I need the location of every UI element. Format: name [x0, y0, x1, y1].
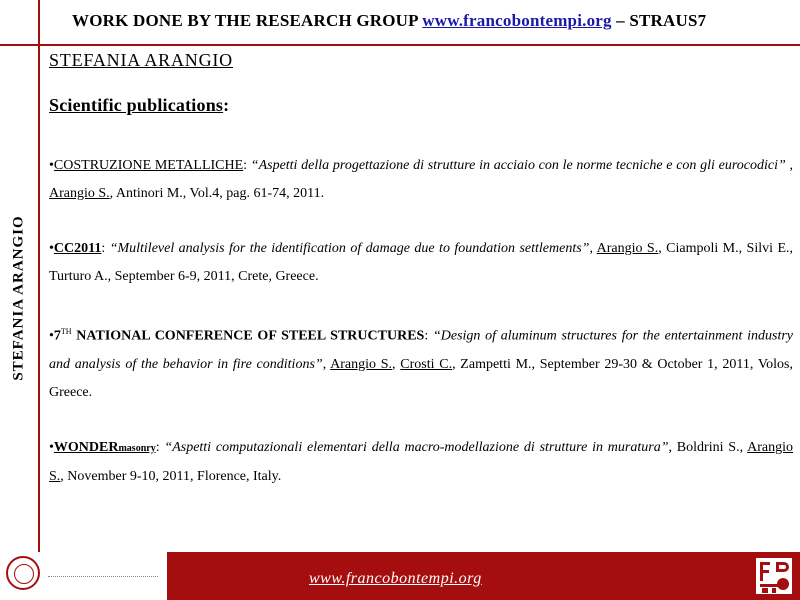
author-link[interactable]: Arangio S. — [49, 439, 794, 484]
separator: : — [243, 158, 251, 173]
separator: : — [155, 439, 165, 455]
pub-title: “Aspetti della progettazione di strutture in acciaio con le norme tecniche e con gli eurocodici” — [250, 158, 786, 173]
venue-number: 7 — [53, 328, 61, 344]
venue: COSTRUZIONE METALLICHE — [53, 158, 244, 173]
pub-rest: , November 9-10, 2011, Florence, Italy. — [60, 468, 282, 484]
venue-small: masonry — [118, 442, 156, 454]
publication-item — [49, 434, 793, 491]
section-colon: : — [223, 95, 230, 115]
bullet: • — [49, 241, 54, 256]
venue-main: WONDER — [53, 439, 119, 455]
venue: CC2011 — [53, 241, 102, 256]
separator: , — [322, 356, 331, 372]
venue — [54, 440, 156, 455]
footer-url-link[interactable]: www.francobontempi.org — [309, 570, 482, 587]
bullet: • — [49, 439, 54, 455]
author-link[interactable]: Crosti C. — [400, 356, 453, 372]
side-label: STEFANIA ARANGIO — [10, 215, 27, 381]
separator: : — [101, 241, 110, 256]
stamp-logo-icon — [754, 556, 794, 596]
university-logo-text — [48, 566, 158, 577]
pub-rest: , Zampetti M., September 29-30 & October 1, 2011, Volos, Greece. — [49, 356, 793, 400]
section-title: Scientific publications — [49, 95, 224, 115]
page-header — [0, 0, 800, 46]
header-title — [72, 11, 706, 31]
separator: : — [424, 328, 433, 344]
section-heading — [49, 95, 793, 116]
venue: NATIONAL CONFERENCE OF STEEL STRUCTURES — [71, 328, 425, 344]
venue-superscript: TH — [60, 327, 72, 336]
separator: , — [589, 241, 597, 256]
bullet: • — [49, 328, 54, 344]
publication-item — [49, 152, 793, 208]
separator: , — [392, 356, 401, 372]
university-seal-icon — [6, 556, 40, 590]
publication-item — [49, 235, 793, 291]
separator: , Boldrini S., — [668, 439, 748, 455]
spacer: , — [785, 158, 794, 173]
author-link[interactable]: Arangio S. — [49, 186, 110, 201]
university-logo-area — [0, 552, 167, 600]
publication-item — [49, 318, 793, 407]
main-content — [49, 50, 793, 491]
header-suffix: – STRAUS7 — [611, 11, 707, 30]
author-link[interactable]: Arangio S. — [330, 356, 393, 372]
pub-title: “Multilevel analysis for the identification of damage due to foundation settlements” — [109, 241, 590, 256]
pub-title: “Design of aluminum structures for the entertainment industry and analysis of the behavior in fire conditions” — [49, 328, 793, 372]
footer-bar — [0, 552, 800, 600]
pub-title: “Aspetti computazionali elementari della macro-modellazione di strutture in muratura” — [164, 439, 669, 455]
pub-rest: , Antinori M., Vol.4, pag. 61-74, 2011. — [109, 186, 325, 201]
left-divider — [38, 0, 40, 552]
header-link[interactable]: www.francobontempi.org — [422, 11, 612, 30]
author-link[interactable]: Arangio S. — [596, 241, 659, 256]
pub-rest: , Ciampoli M., Silvi E., Turturo A., September 6-9, 2011, Crete, Greece. — [49, 241, 793, 284]
header-prefix: WORK DONE BY THE RESEARCH GROUP — [72, 11, 423, 30]
author-name: STEFANIA ARANGIO — [49, 50, 233, 70]
bullet: • — [49, 158, 54, 173]
